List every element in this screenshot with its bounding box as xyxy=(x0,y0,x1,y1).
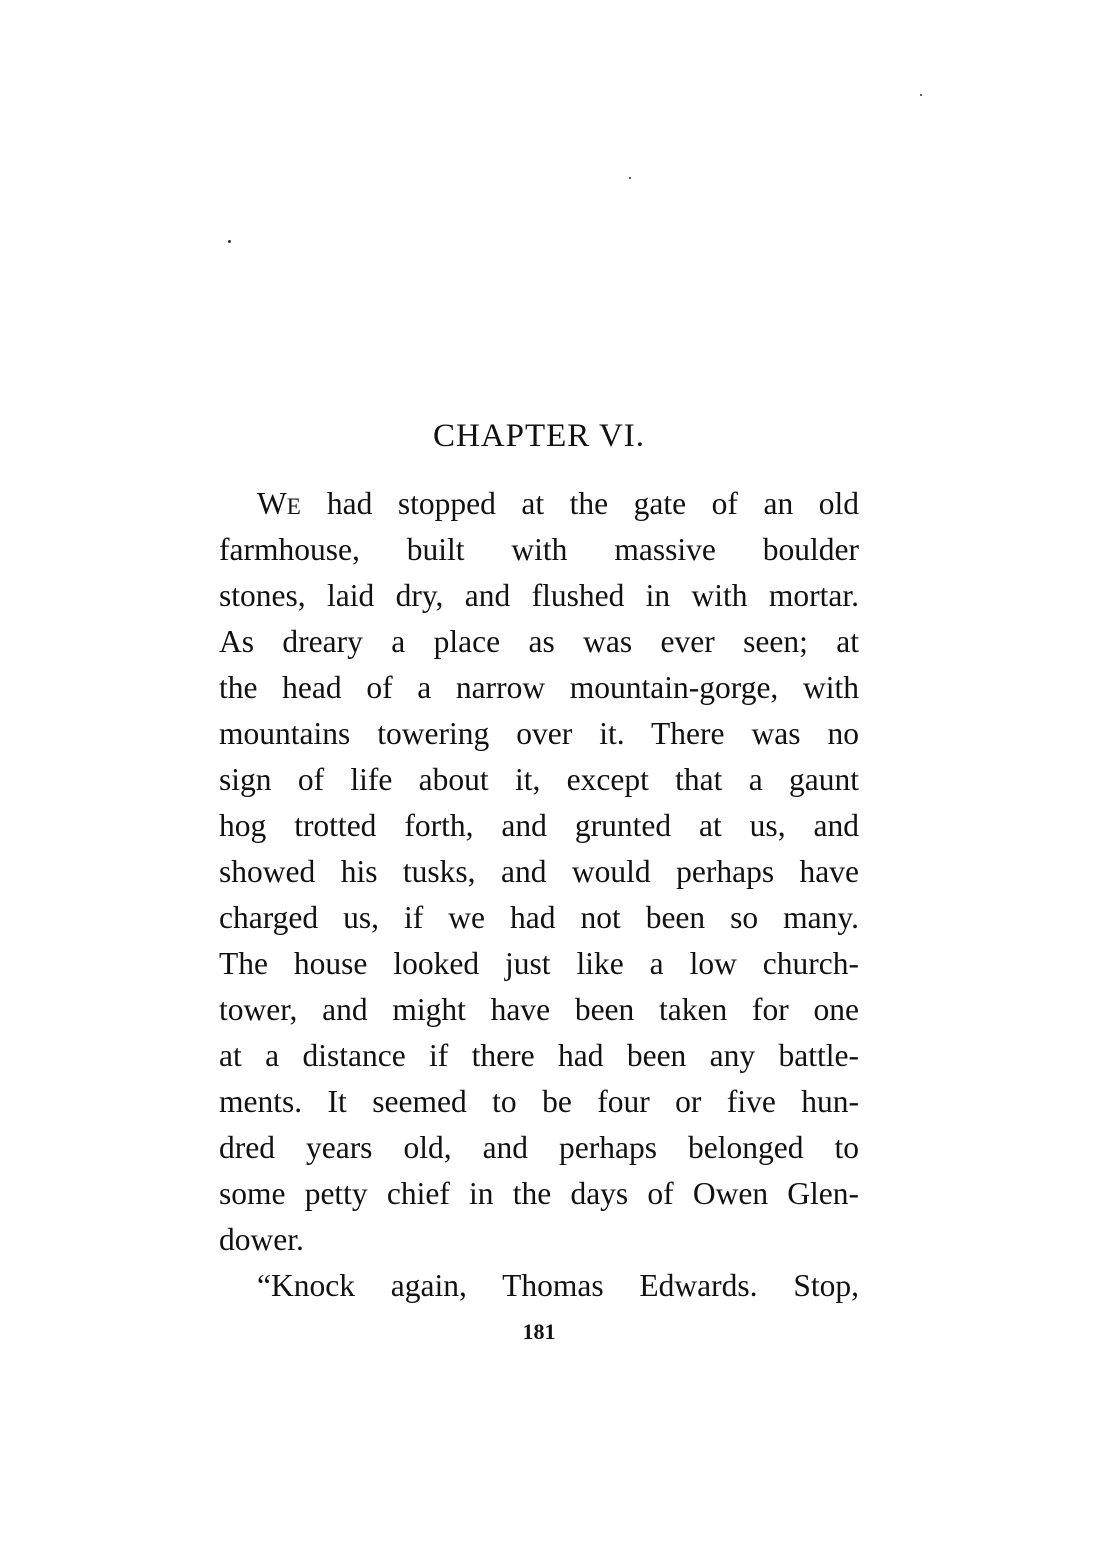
text-line: sign of life about it, except that a gaunt xyxy=(219,762,859,797)
text-line: hog trotted forth, and grunted at us, and xyxy=(219,808,859,843)
text-line: the head of a narrow mountain-gorge, with xyxy=(219,670,859,705)
scan-speck xyxy=(629,177,631,179)
text-line: stones, laid dry, and flushed in with mortar. xyxy=(219,578,859,613)
text-line: farmhouse, built with massive boulder xyxy=(219,532,859,567)
text-line: As dreary a place as was ever seen; at xyxy=(219,624,859,659)
dropcap-smallcaps: E xyxy=(286,494,302,519)
text-line: tower, and might have been taken for one xyxy=(219,992,859,1027)
text-line-content: had stopped at the gate of an old xyxy=(301,486,859,521)
text-line: charged us, if we had not been so many. xyxy=(219,900,859,935)
paragraph-1 xyxy=(219,481,859,1263)
text-line: showed his tusks, and would perhaps have xyxy=(219,854,859,889)
text-line: “Knock again, Thomas Edwards. Stop, xyxy=(257,1268,859,1303)
scan-speck xyxy=(920,94,922,96)
text-line: dower. xyxy=(219,1222,304,1257)
page-number: 181 xyxy=(522,1319,556,1344)
text-line: dred years old, and perhaps belonged to xyxy=(219,1130,859,1165)
text-line: some petty chief in the days of Owen Glen- xyxy=(219,1176,859,1211)
text-line xyxy=(219,481,859,527)
scan-speck xyxy=(228,240,231,243)
dropcap-letter: W xyxy=(257,486,287,521)
text-line: ments. It seemed to be four or five hun- xyxy=(219,1084,859,1119)
paragraph-2 xyxy=(219,1263,859,1309)
text-line: The house looked just like a low church- xyxy=(219,946,859,981)
text-line: at a distance if there had been any battle- xyxy=(219,1038,859,1073)
chapter-heading: CHAPTER VI. xyxy=(432,418,646,454)
text-line: mountains towering over it. There was no xyxy=(219,716,859,751)
